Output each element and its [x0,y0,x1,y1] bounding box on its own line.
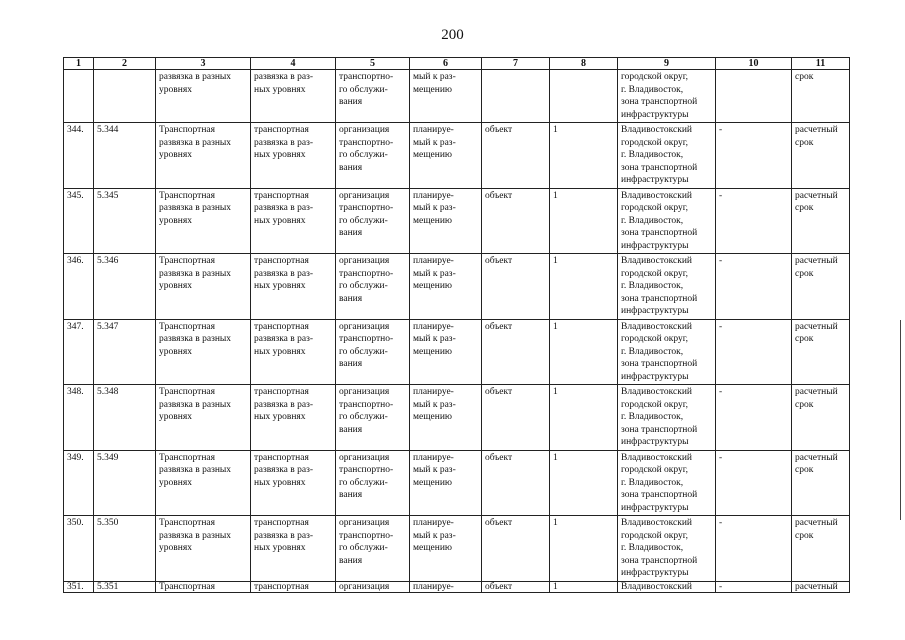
table-cell: 5.346 [94,254,156,320]
table-cell: организация [336,581,410,592]
table-cell: - [716,450,792,516]
table-row [64,188,850,254]
table-cell: - [716,516,792,582]
table-cell: 5.347 [94,319,156,385]
table-cell: 344. [64,123,94,189]
table-cell: организация транспортно- го обслужи- вания [336,385,410,451]
table-cell: мый к раз- мещению [410,70,482,123]
table-cell: Транспортная развязка в разных уровнях [156,254,251,320]
table-row [64,385,850,451]
table-cell: 348. [64,385,94,451]
table-cell: 1 [550,581,618,592]
table-cell: транспортная [251,581,336,592]
table-cell: - [716,188,792,254]
table-cell [94,70,156,123]
table-cell: 5.351 [94,581,156,592]
table-cell: развязка в разных уровнях [156,70,251,123]
table-cell: расчетный срок [792,450,850,516]
table-cell: - [716,319,792,385]
table-cell: планируе- [410,581,482,592]
table-cell: планируе- мый к раз- мещению [410,188,482,254]
column-header: 4 [251,58,336,70]
table-cell: - [716,123,792,189]
table-cell: - [716,581,792,592]
table-cell: Транспортная развязка в разных уровнях [156,516,251,582]
table-cell: развязка в раз- ных уровнях [251,70,336,123]
table-cell [550,70,618,123]
table-cell: объект [482,319,550,385]
table-cell: 5.345 [94,188,156,254]
table-cell: Владивостокский городской округ, г. Владивосток, зона транспортной инфраструктуры [618,319,716,385]
table-cell: 349. [64,450,94,516]
table-cell: транспортная развязка в раз- ных уровнях [251,450,336,516]
table-cell: Владивостокский городской округ, г. Владивосток, зона транспортной инфраструктуры [618,188,716,254]
table-cell: Владивостокский городской округ, г. Владивосток, зона транспортной инфраструктуры [618,385,716,451]
table-cell: транспортная развязка в раз- ных уровнях [251,385,336,451]
table-cell: Транспортная развязка в разных уровнях [156,319,251,385]
table-cell: планируе- мый к раз- мещению [410,516,482,582]
table-cell: организация транспортно- го обслужи- вания [336,123,410,189]
column-header: 1 [64,58,94,70]
table-cell: Транспортная развязка в разных уровнях [156,385,251,451]
table-cell: 5.348 [94,385,156,451]
table-cell: организация транспортно- го обслужи- вания [336,319,410,385]
table-row [64,319,850,385]
table-row [64,123,850,189]
table-cell: - [716,385,792,451]
table-row [64,516,850,582]
table-cell: 351. [64,581,94,592]
table-cell [716,70,792,123]
table-cell: планируе- мый к раз- мещению [410,385,482,451]
column-header: 10 [716,58,792,70]
table-cell: транспортная развязка в раз- ных уровнях [251,188,336,254]
registry-table [63,57,850,593]
table-cell: планируе- мый к раз- мещению [410,123,482,189]
table-cell: Владивостокский городской округ, г. Владивосток, зона транспортной инфраструктуры [618,516,716,582]
table-cell: расчетный срок [792,188,850,254]
table-cell: 1 [550,123,618,189]
column-header: 7 [482,58,550,70]
table-cell: расчетный срок [792,516,850,582]
table-cell: Владивостокский городской округ, г. Владивосток, зона транспортной инфраструктуры [618,254,716,320]
column-header: 2 [94,58,156,70]
table-cell: объект [482,254,550,320]
table-cell: организация транспортно- го обслужи- вания [336,450,410,516]
column-header: 5 [336,58,410,70]
table-cell: организация транспортно- го обслужи- вания [336,188,410,254]
table-cell: 1 [550,188,618,254]
table-cell: планируе- мый к раз- мещению [410,319,482,385]
table-cell: планируе- мый к раз- мещению [410,450,482,516]
table-cell: планируе- мый к раз- мещению [410,254,482,320]
table-cell: объект [482,516,550,582]
table-row [64,70,850,123]
table-cell: 345. [64,188,94,254]
table-cell: 5.344 [94,123,156,189]
column-header: 6 [410,58,482,70]
column-header: 8 [550,58,618,70]
page-edge-line [900,320,901,520]
table-row [64,450,850,516]
table-row [64,581,850,592]
table-cell: транспортно- го обслужи- вания [336,70,410,123]
table-cell: объект [482,188,550,254]
table-cell: Транспортная развязка в разных уровнях [156,123,251,189]
table-cell: срок [792,70,850,123]
table-cell: организация транспортно- го обслужи- вания [336,254,410,320]
page-number: 200 [441,27,464,43]
table-cell: транспортная развязка в раз- ных уровнях [251,123,336,189]
table-cell: 5.349 [94,450,156,516]
table-cell: 5.350 [94,516,156,582]
table-cell: транспортная развязка в раз- ных уровнях [251,516,336,582]
table-cell: 1 [550,450,618,516]
table-cell: организация транспортно- го обслужи- вания [336,516,410,582]
table-cell: 1 [550,385,618,451]
column-header: 9 [618,58,716,70]
table-cell: расчетный срок [792,123,850,189]
table-cell: расчетный срок [792,254,850,320]
column-header: 3 [156,58,251,70]
table-cell: расчетный срок [792,385,850,451]
table-cell: городской округ, г. Владивосток, зона транспортной инфраструктуры [618,70,716,123]
table-row [64,254,850,320]
table-cell: Транспортная развязка в разных уровнях [156,450,251,516]
table-cell: - [716,254,792,320]
table-cell: объект [482,123,550,189]
table-cell: 1 [550,319,618,385]
table-cell: Владивостокский городской округ, г. Владивосток, зона транспортной инфраструктуры [618,450,716,516]
table-cell: 346. [64,254,94,320]
table-cell: расчетный срок [792,319,850,385]
table-cell [64,70,94,123]
table-cell: 1 [550,516,618,582]
table-cell: объект [482,581,550,592]
table-cell: транспортная развязка в раз- ных уровнях [251,254,336,320]
table-cell: транспортная развязка в раз- ных уровнях [251,319,336,385]
table-cell: 350. [64,516,94,582]
table-cell [482,70,550,123]
table-cell: Транспортная развязка в разных уровнях [156,188,251,254]
header-row [64,58,850,70]
table-cell: 347. [64,319,94,385]
table-cell: 1 [550,254,618,320]
table-cell: Транспортная [156,581,251,592]
table-cell: Владивостокский городской округ, г. Владивосток, зона транспортной инфраструктуры [618,123,716,189]
column-header: 11 [792,58,850,70]
table-cell: объект [482,385,550,451]
table-cell: объект [482,450,550,516]
table-cell: расчетный [792,581,850,592]
table-cell: Владивостокский [618,581,716,592]
